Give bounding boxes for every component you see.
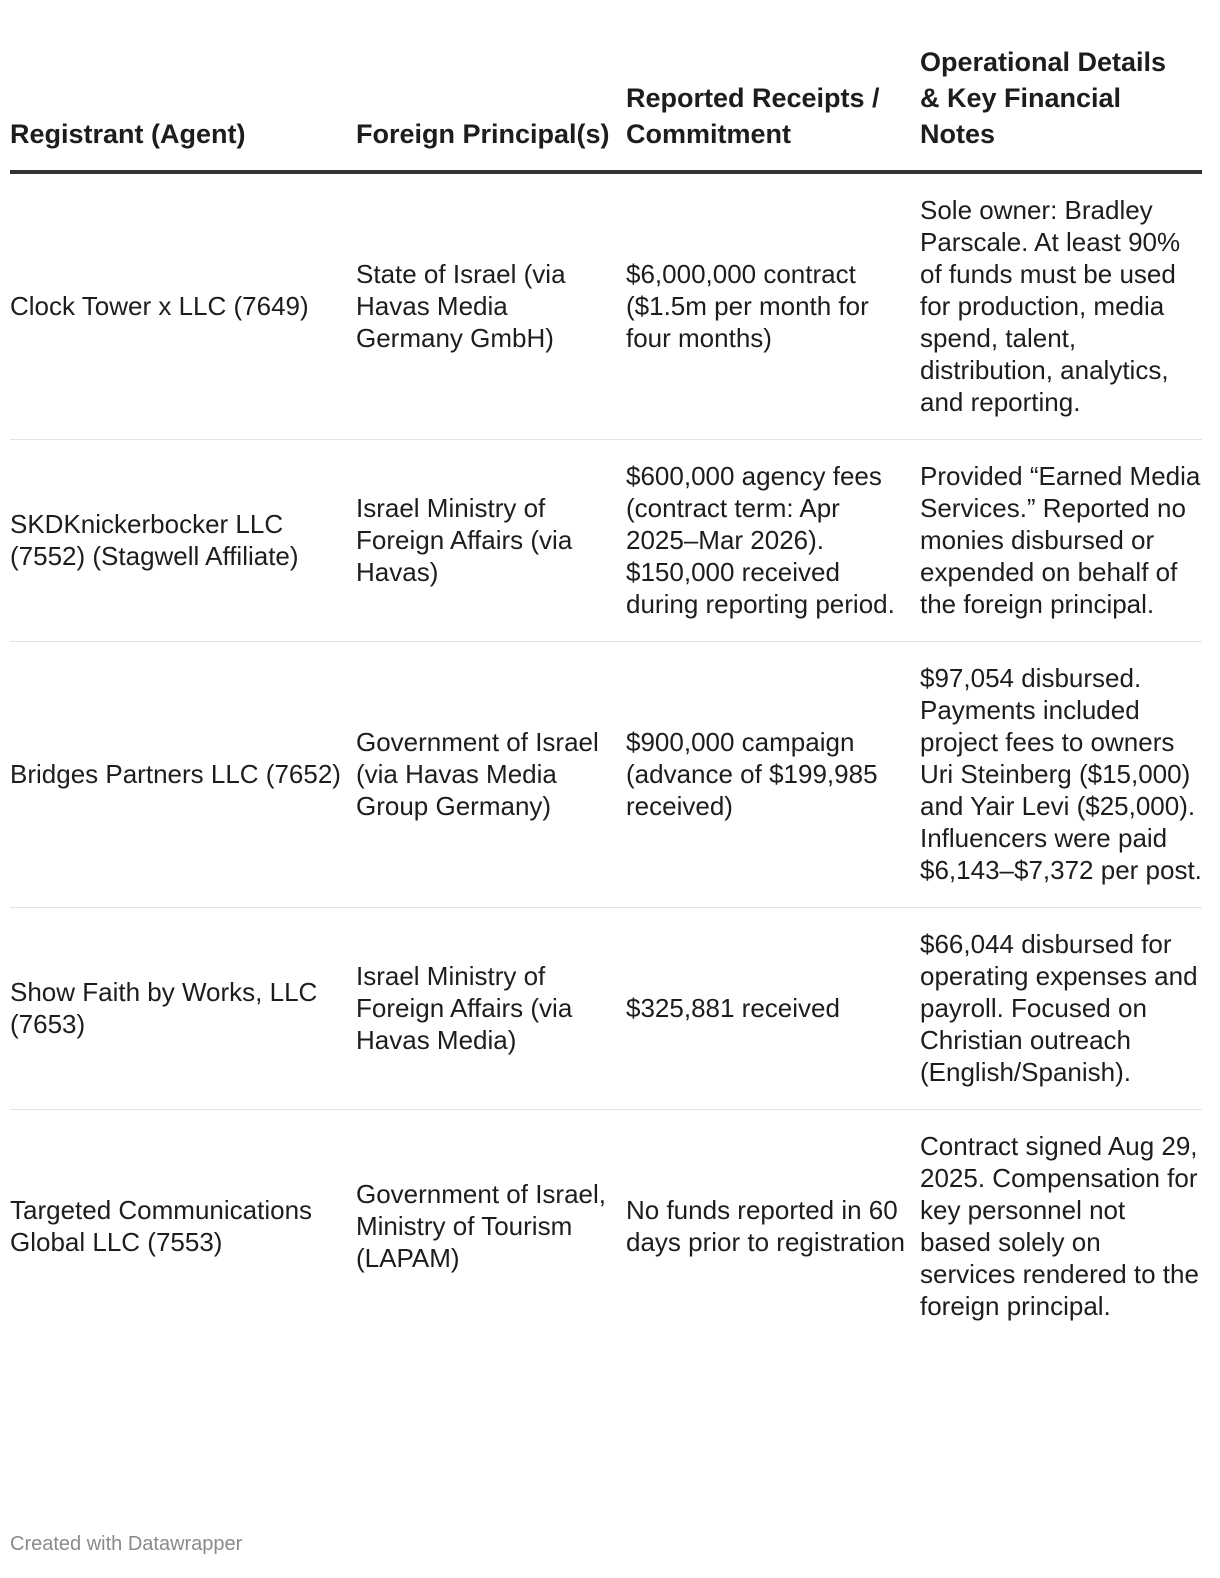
cell-receipts: $600,000 agency fees (contract term: Apr 2025–Mar 2026). $150,000 received during reporting period. [626,440,920,642]
cell-receipts: $900,000 campaign (advance of $199,985 received) [626,642,920,908]
header-notes: Operational Details & Key Financial Notes [920,0,1202,172]
cell-principal: Government of Israel (via Havas Media Group Germany) [356,642,626,908]
table-row [10,172,1202,440]
cell-notes: $97,054 disbursed. Payments included project fees to owners Uri Steinberg ($15,000) and Yair Levi ($25,000). Influencers were paid $6,143–$7,372 per post. [920,642,1202,908]
cell-principal: Government of Israel, Ministry of Tourism (LAPAM) [356,1179,606,1273]
cell-principal: State of Israel (via Havas Media Germany GmbH) [356,172,626,440]
fara-registrants-table [10,0,1202,1343]
cell-registrant: Show Faith by Works, LLC (7653) [10,908,356,1110]
cell-principal: Israel Ministry of Foreign Affairs (via Havas Media) [356,908,626,1110]
table-row [10,440,1202,642]
cell-registrant: Targeted Communications Global LLC (7553) [10,1195,313,1257]
cell-registrant: Bridges Partners LLC (7652) [10,642,356,908]
cell-notes: Provided “Earned Media Services.” Reported no monies disbursed or expended on behalf of the foreign principal. [920,440,1202,642]
cell-receipts: $325,881 received [626,908,920,1110]
table-row [10,1110,1202,1344]
cell-principal: Israel Ministry of Foreign Affairs (via Havas) [356,440,626,642]
header-registrant: Registrant (Agent) [10,0,356,172]
header-row [10,0,1202,172]
datawrapper-credit[interactable]: Created with Datawrapper [10,1533,243,1555]
table-container [10,0,1202,1343]
header-receipts: Reported Receipts / Commitment [626,0,920,172]
table-row [10,642,1202,908]
cell-receipts: $6,000,000 contract ($1.5m per month for four months) [626,172,920,440]
cell-registrant: SKDKnickerbocker LLC (7552) (Stagwell Affiliate) [10,440,356,642]
cell-notes: Contract signed Aug 29, 2025. Compensation for key personnel not based solely on services rendered to the foreign principal. [920,1131,1199,1321]
header-foreign-principal: Foreign Principal(s) [356,0,626,172]
table-header [10,0,1202,172]
table-row [10,908,1202,1110]
table-body [10,172,1202,1343]
cell-receipts: No funds reported in 60 days prior to registration [626,1195,905,1257]
cell-registrant: Clock Tower x LLC (7649) [10,172,356,440]
cell-notes: $66,044 disbursed for operating expenses and payroll. Focused on Christian outreach (English/Spanish). [920,908,1202,1110]
cell-notes: Sole owner: Bradley Parscale. At least 90% of funds must be used for production, media spend, talent, distribution, analytics, and reporting. [920,172,1202,440]
